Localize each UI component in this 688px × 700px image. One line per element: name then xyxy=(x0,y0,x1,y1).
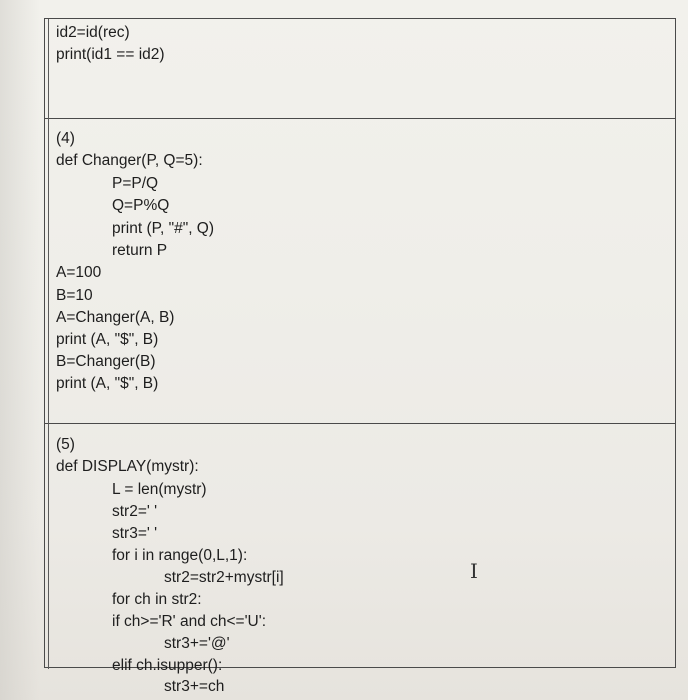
code-line: print (A, "$", B) xyxy=(56,375,159,392)
question-number: (5) xyxy=(56,436,75,453)
cell-inner-border xyxy=(48,423,49,669)
code-line: print (A, "$", B) xyxy=(56,331,159,348)
code-line: str3+=ch xyxy=(164,678,225,695)
section-5-cell xyxy=(45,423,675,695)
code-line: print (P, "#", Q) xyxy=(112,220,215,237)
code-line: id2=id(rec) xyxy=(56,24,130,41)
code-line: for i in range(0,L,1): xyxy=(112,547,248,564)
code-line: def DISPLAY(mystr): xyxy=(56,458,199,475)
code-line: return P xyxy=(112,242,168,259)
code-line: Q=P%Q xyxy=(112,197,170,214)
code-line: B=10 xyxy=(56,287,93,304)
code-line: str3+='@' xyxy=(164,635,230,652)
code-line: str3=' ' xyxy=(112,525,158,542)
code-line: if ch>='R' and ch<='U': xyxy=(112,613,267,630)
code-line: for ch in str2: xyxy=(112,591,202,608)
code-question-table xyxy=(44,18,676,695)
text-cursor-icon: I xyxy=(470,559,478,583)
cell-inner-border xyxy=(48,118,49,423)
question-number: (4) xyxy=(56,130,75,147)
code-line: str2=' ' xyxy=(112,503,158,520)
section-4-cell xyxy=(45,118,675,424)
cell-inner-border xyxy=(48,19,49,118)
code-line: B=Changer(B) xyxy=(56,353,156,370)
code-line: A=Changer(A, B) xyxy=(56,309,175,326)
code-line: def Changer(P, Q=5): xyxy=(56,152,203,169)
code-line: A=100 xyxy=(56,264,102,281)
code-line: P=P/Q xyxy=(112,175,159,192)
section-3-cell xyxy=(45,19,675,119)
code-line: elif ch.isupper(): xyxy=(112,657,223,674)
code-line: L = len(mystr) xyxy=(112,481,207,498)
code-line: str2=str2+mystr[i] xyxy=(164,569,284,586)
code-line: print(id1 == id2) xyxy=(56,46,165,63)
page-shadow xyxy=(0,0,40,700)
